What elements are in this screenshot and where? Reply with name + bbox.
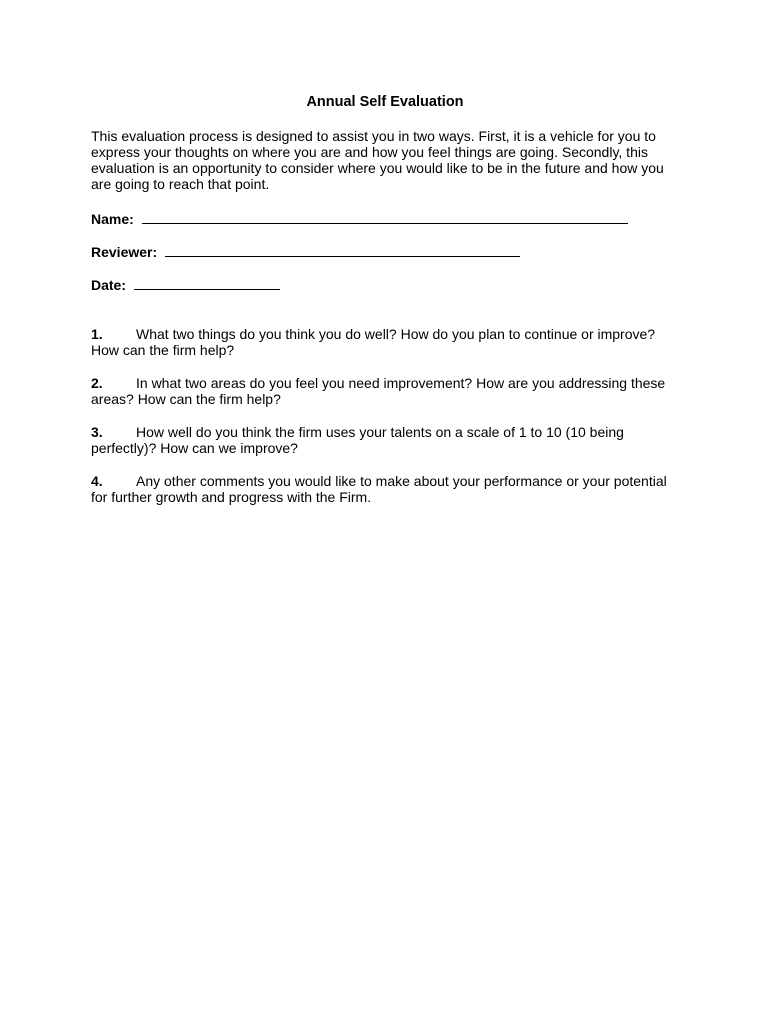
question-text: In what two areas do you feel you need improvement? How are you addressing these areas? How can the firm help? <box>91 375 666 407</box>
question-number: 4. <box>91 473 103 489</box>
date-field <box>91 277 280 293</box>
question-number: 3. <box>91 424 103 440</box>
question-3 <box>91 424 671 456</box>
question-text: Any other comments you would like to make about your performance or your potential for further growth and progress with the Firm. <box>91 473 667 505</box>
reviewer-field <box>91 244 520 260</box>
reviewer-label: Reviewer: <box>91 244 158 260</box>
date-label: Date: <box>91 277 127 293</box>
date-blank-line[interactable] <box>134 277 280 290</box>
question-text: How well do you think the firm uses your talents on a scale of 1 to 10 (10 being perfectly)? How can we improve? <box>91 424 624 456</box>
intro-paragraph: This evaluation process is designed to assist you in two ways. First, it is a vehicle for you to express your thoughts on where you are and how you feel things are going. Secondly, this evaluation is an opportunity to consider where you would like to be in the future and how you are going to reach that point. <box>91 128 664 192</box>
question-text: What two things do you think you do well? How do you plan to continue or improve? How can the firm help? <box>91 326 656 358</box>
question-2 <box>91 375 671 407</box>
page-title: Annual Self Evaluation <box>306 94 464 110</box>
reviewer-blank-line[interactable] <box>165 244 520 257</box>
question-1 <box>91 326 671 358</box>
name-field <box>91 211 628 227</box>
name-blank-line[interactable] <box>142 211 628 224</box>
question-number: 1. <box>91 326 103 342</box>
name-label: Name: <box>91 211 134 227</box>
document-page <box>91 93 671 505</box>
question-number: 2. <box>91 375 103 391</box>
question-4 <box>91 473 671 505</box>
